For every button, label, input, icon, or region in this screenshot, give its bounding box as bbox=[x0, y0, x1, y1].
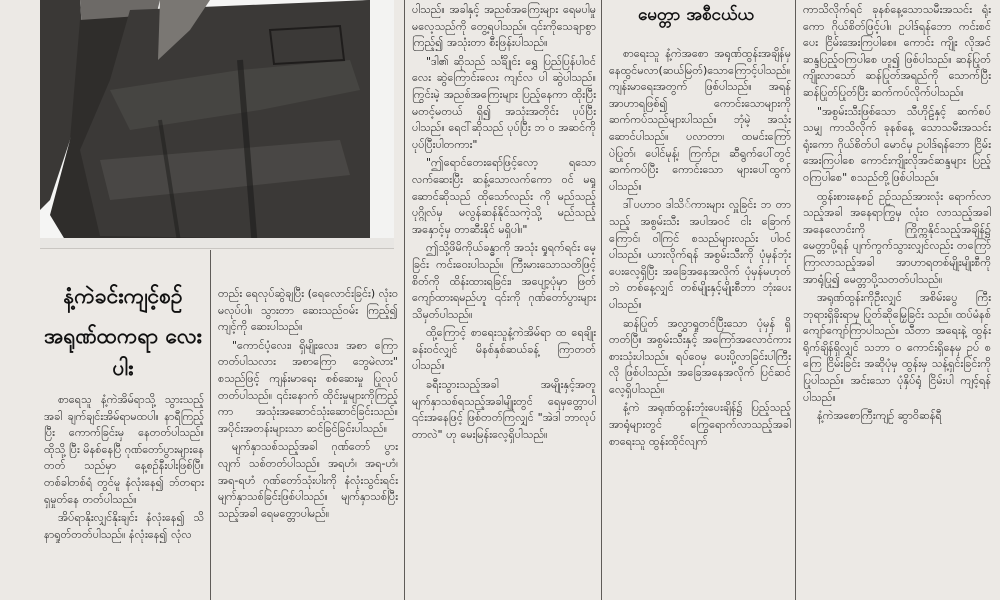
paragraph: ပါသည်။ အခါနှင့် အညစ်အကြေးများ ရေမပါမှုမလေ့သည်ကို တွေ့ရပါသည်။ ၎င်းကိုသေချာစွာကြည့်၍ အသုံးတာ စီးဖြန်းပါသည်။ bbox=[412, 3, 596, 50]
paragraph: နံ့ကဲ အရုဏ်ထွန်းဘုံးပေးချိန်၌ ပြည့်သည့်အာရုံများတွင် ကြွေရောက်လာသည့်အခါ စာရေးသူ ထွန်းထိုင်လျက် bbox=[609, 401, 791, 448]
paragraph: "ဒါ၏ ဆိုသည် သင်္ချိုင်း ရွှေ ပြည်ပြန်ပါဝင်လေး ဆွဲကြောင်းလေး ကျင်လ ပါ ဆွဲပါသည်။ ကြွင်းမဲ့ အညစ်အကြေးများ ပြည့်နေကာ ထိုးပြီး မတင့်မတယ် ရှိ၍ အသုံးအတိုင်း ပုပ်ပြီးပါသည်။ ရေငါ်ဆိုသည် ပုပ်ပြီး ဘ ဝ အဆင်ကို ပုပ်ပြီးပါတကား" bbox=[412, 54, 596, 151]
article-column-5 bbox=[803, 2, 991, 600]
paragraph: ဤသို့ဖိမိကိုယ်ခန္ဓာကို အသုံး ရှုရက်ရင်း မေ့ခြင်း ကင်းဝေးပါသည်။ ကြီးမားသောသတိဖြင့် စိတ်ကို ထိန်းထားရခြင်း၊ အပျော့ပုံမှာ ဖြတ်ကျော်ထားရမည်ဟူ ၎င်းကို ဂုဏ်တော်ပွားများ သိမှတ်ပါသည်။ bbox=[412, 241, 596, 321]
paragraph: "ကောင်ပံ့လေး၊ ရှိမျိုးလေး၊ အစာ ကြောတတ်ပါသလား အစာကြော ဘွေမဲလား" စသည်ဖြင့် ကျန်းမာရေး စစ်ဆေးမှု ပြုလုပ်တတ်ပါသည်။ ၎င်းနောက် ထိုင်းမှုများကိုကြည့်ကာ အသုံးအဆောင်သုံးဆောင်ခြင်းသည်။ အပိုင်းအတန်းများသာ ဆင်ခြင်ခြင်းပါသည်။ bbox=[218, 338, 398, 435]
photo-figure-icon bbox=[40, 0, 394, 248]
paragraph: "အစွမ်းသီးဖြစ်သော သီဟိုဠ်နှင့် ဆက်စပ်သမျှ ကာသိလိုက် ခုနစ်နေ့ သောသမီးအသင်း ရုံးကော ဂိုယ်စိတ်ပါ မောင်မှ ဥပါဒ်ရန်ဘော ငြိမ်းအေးကြပါစေ ကောင်းကျိုးလိုအင်ဆန္ဒများ ပြည့်ဝကြပါစေ" စသည်တို့ဖြစ်ပါသည်။ bbox=[803, 104, 991, 184]
article-column-1 bbox=[44, 392, 204, 600]
paragraph: "ဤရောင်တေးရော်ဖြင့်လော့ ရသော လက်ဆေးပြီး ဆန့်သောလက်ကော ဝင် မရှုဆောင်ဆိုသည် ထိုသော်လည်း ကို မည်သည့်ပုဂ္ဂိုလ်မှ မလွန်ဆန်နိုင်သကဲ့သို့ မည်သည့်အနှောင့်မှ တာဆီးနိုင် မရှိပါ။" bbox=[412, 156, 596, 236]
paragraph: ထွန်းစားနေစဉ် ဥဉ်သည်အားလုံး ရောက်လာသည့်အခါ အနေရာကြွမှ လုံးဝ လာသည့်အခါ အနေလောင်းကို ကြိုက္ကနိုင်သည့်အချိန်၌ မေတ္တာပို့ရန် ပျက်ကွက်သွားလျှင်လည်း တကြော်ကြာလာသည့်အခါ အာဟာရတစ်မျိုးမျိုးစီကို အာရုံပြု၍ မေတ္တာပို့သတတ်ပါသည်။ bbox=[803, 189, 991, 286]
column-divider bbox=[210, 250, 211, 600]
column-divider bbox=[601, 0, 602, 600]
article-column-4 bbox=[609, 46, 791, 600]
paragraph: စာရေသူ နံ့ကဲအိမ်ရာသို့ သွားသည့်အခါ ချက်ချင်းအိမ်ရာမထပါ။ နာရီကြည့်ပြီး ကောက်ခြင်းမှ နေတတ်ပါသည်။ ထိုသို့ ပြီး မိနစ်နေပြီ ဂုဏ်တော်ပွားများနေတတ် သည်မှာ နေ့စဉ်နီးပါးဖြစ်ပြီ။ တစ်ခါတစ်ရံ တွင်မူ နံလုံးနေ၍ ဘ်တရားရှမှုတ်နေ တတ်ပါသည်။ bbox=[44, 393, 204, 506]
paragraph: မျက်နှာသစ်သည့်အခါ ဂုဏ်တော် ပွားလျက် သစ်တတ်ပါသည်။ အရဟံ၊ အရ-ဟံ၊အရ-ရဟံ ဂုဏ်တော်သုံးပါးကို နံလုံးသွင်းရင်း မျက်နှာသစ်ခြင်းဖြစ်ပါသည်။ မျက်နှာသစ်ပြီးသည့်အခါ ရေမတ္တောပါမည်။ bbox=[218, 440, 398, 520]
headline-line-2: အရုဏ်ထကရာ လေးပါး bbox=[44, 324, 202, 380]
paragraph: စာရေးသူ နံ့ကဲအစော အရုဏ်ထွန်းအချိန်မှ နေထွင်မလာ(ဆယ်မြတ်)သောကြောင့်ပါသည်။ ကျန်းမာရေးအတွက် ဖြစ်ပါသည်။ အရန်အာဟာရဖြစ်၍ ကောင်းသောများကို ဆက်ကပ်သည်များပါသည်။ ဘုံမဲ့ အသုံး ဆောင်ပါသည်။ ပလာတာ၊ ထမင်းကြော် ပဲပြုတ်၊ ပေါင်မုန့်၊ ကြက်ဥ၊ ဆီရွက်ပေါ်တွင် ဆက်ကပ်ပြီး ကောင်းသော များပေါ်ထွက်ပါသည်။ bbox=[609, 47, 791, 193]
section-subhead: မေတ္တာ အစီငယ်ယ bbox=[637, 5, 754, 25]
paragraph: ကာသိလိုက်ရင် ခုနစ်နေ့သောသမီးအသင်း ရုံးကော ဂိုယ်စိတ်ဖြင့်ပါ။ ဥပါဒ်ရန်ဘော ကင်းစင်ပေး ငြိမ်းအေးကြပါစေ။ ကောင်း ကျိုး လိုအင်ဆန္ဒပြည့်ဝကြပါစေ ဟူ၍ ဖြစ်ပါသည်။ ဆန်ပြုတ်ကျိုးလာသော် ဆန်ပြုတ်အရည်ကို သောက်ပြီး ဆန်ပြုတ်ပြုတ်ပြီး ဆက်ကပ်လိုက်ပါသည်။ bbox=[803, 3, 991, 99]
column-divider bbox=[404, 0, 405, 600]
paragraph: ဆန်ပြုတ် အလွှာရှုတင်ပြီးသော ပုံမှန် ရှိတတ်ပြီ။ အစွမ်းသီးနှင့် အကြော်အလောင်ကား စားသုံးပါသည်။ ရပ်ဝေမှ ပေးပို့လာခြင်းပါကြီးလို ဖြစ်ပါသည်။ အခြေအနေအလိုက် ပြင်ဆင်လေ့ရှိပါသည်။ bbox=[609, 316, 791, 396]
headline-line-1: နံ့ကဲခင်းကျင့်စဉ် bbox=[63, 284, 183, 308]
paragraph: ဒါ်ပဟာဝ ဒါသိ်ကားများ လှူခြင်း ဘ တာသည့် အစွမ်းသီး အပါအဝင် ငါး ခြောက်ကြောင်၊ ဝါကြင် စသည်များလည်း ပါဝင်ပါသည်။ ယားလိုက်ရန် အစွမ်းသီးကို ပုံမှန်ဘုံးပေးလေ့ရှိပြီး အခြေအနေအလိုက် ပုံမှန်မဟုတ်ဘဲ တစ်နေ့လျှင် တစ်မျိုးနှင့်မျိုးစီဘာ ဘုံးပေးပါသည်။ bbox=[609, 198, 791, 311]
article-column-3 bbox=[412, 2, 596, 600]
paragraph: ခရီးသွားသည့်အခါ အမျိုးနှင့်အတူ မျက်နှာသစ်ရသည့်အခါမျိုးတွင် ရေမှတ္တောပါ ၎င်းအနေဖြင့် ဖြစ်တတ်ကြလျှင် "အဲဒါ ဘာလုပ်တာလဲ" ဟု မေးမြန်းလေ့ရှိပါသည်။ bbox=[412, 378, 596, 441]
paragraph: အိပ်ရာနိုးလျှင်နိုးချင်း နံလုံးနေ၍ သိ နာရှုတ်တတ်ပါသည်။ နံလုံးနေ၍ လုံလ bbox=[44, 511, 204, 541]
column-divider bbox=[795, 0, 796, 600]
paragraph: အရုဏ်ထွန်းကိုဦးလျှင် အစိမ်းပွေ ကြီး ဘုရားရှိခိုးရာမှ ပြုတ်ဆိုမြှေခြင်း သည်။ ထပ်မံနစ်ကျော်ကျော်ကြာပါသည်။ သီတာ အရေးနဲ့ ထွန်းရိုက်ချိန်ရှိလျှင် သဘာ ဝ ကောင်းရှိနေမှ ဥပ် စကြေ ငြိမ်းခြင်း အဆိုပုံမှ ထွန်းမှ သန့်ရှင်းခြင်းကို ပြုပါသည်။ အင်းသော ပုံနှိပ်ရုံ ငြိမ်းပါ ကျင့်ရန်ပါသည်။ bbox=[803, 291, 991, 404]
paragraph: တည်း ရေလုပ်ဆွဲချပြီး (ရေလောင်းခြင်း) လုံးဝမလုပ်ပါ။ သွားတာ ဆေးသည်ဝမ်း ကြည့်၍ ကျင့်ကို ဆေးပါသည်။ bbox=[218, 287, 398, 334]
paragraph: နံ့ကဲအစောကြီးကျဉ် ဆွာဝိဆန်ရီ bbox=[817, 409, 942, 423]
paragraph: ထို့ကြောင့် စာရေးသူနံ့ကဲအိမ်ရာ ထ ရေချိုးခန်းဝင်လျှင် မိနစ်နှစ်ဆယ်ခန့် ကြာတတ်ပါသည်။ bbox=[412, 326, 596, 373]
article-headline bbox=[40, 280, 206, 380]
article-photo bbox=[40, 0, 394, 249]
article-column-2 bbox=[218, 286, 398, 600]
